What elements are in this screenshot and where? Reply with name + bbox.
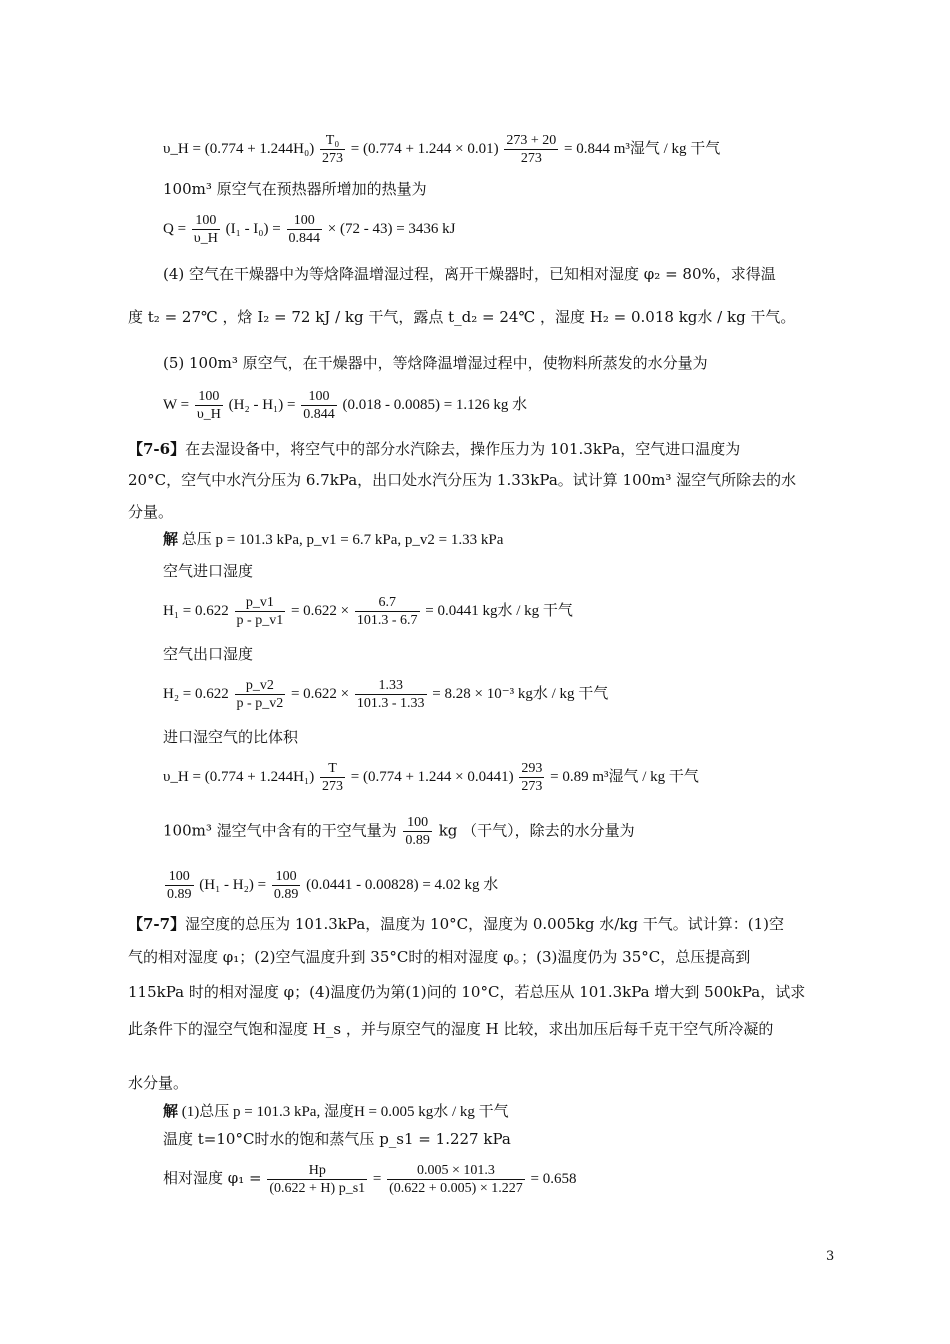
solution-line: 解 总压 p = 101.3 kPa, p_v1 = 6.7 kPa, p_v2 = 1.33 kPa xyxy=(163,530,504,548)
text-line: 温度 t=10°C时水的饱和蒸气压 p_s1 = 1.227 kPa xyxy=(163,1130,511,1148)
text-line: 空气出口湿度 xyxy=(163,645,254,663)
fraction: $\frac{100}{0.844}$ xyxy=(303,389,335,422)
problem-tag: 【7-6】 xyxy=(128,440,186,458)
text-line: 气的相对湿度 φ₁；(2)空气温度升到 35°C时的相对湿度 φ。；(3)温度仍为 35°C，总压提高到 xyxy=(128,948,751,966)
text-line: 此条件下的湿空气饱和湿度 H_s ，并与原空气的湿度 H 比较，求出加压后每千克干空气所冷凝的 xyxy=(128,1020,774,1038)
eq-specific-volume-2: υ_H = (0.774 + 1.244H₁) $\frac{T}{273}$ = (0.774 + 1.244 × 0.0441) $\frac{293}{273}$ = 0.89 m³湿气 / kg 干气 xyxy=(163,761,699,794)
fraction: $\frac{0.005 \times 101.3}{(0.622 + 0.005) \times 1.227}$ xyxy=(389,1163,523,1196)
text-line: 20°C，空气中水汽分压为 6.7kPa，出口处水汽分压为 1.33kPa。试计算 100m³ 湿空气所除去的水 xyxy=(128,471,797,489)
text-line: (4) 空气在干燥器中为等焓降温增湿过程，离开干燥器时，已知相对湿度 φ₂ = 80%，求得温 xyxy=(163,265,776,283)
eq-heat-q: Q = $\frac{100}{\upsilon\_H}$ (I₁ - I₀) = $\frac{100}{0.844}$ × (72 - 43) = 3436 kJ xyxy=(163,213,456,246)
text-line: 度 t₂ = 27℃ ，焓 I₂ = 72 kJ / kg 干气，露点 t_d₂ = 24℃ ，湿度 H₂ = 0.018 kg水 / kg 干气。 xyxy=(128,308,796,326)
eq-humidity-out: H₂ = 0.622 $\frac{p\_v2}{p - p\_v2}$ = 0.622 × $\frac{1.33}{101.3 - 1.33}$ = 8.28 × 10⁻³ kg水 / kg 干气 xyxy=(163,678,609,711)
fraction: $\frac{100}{0.89}$ xyxy=(273,869,299,902)
solution-line: 解 (1)总压 p = 101.3 kPa, 湿度H = 0.005 kg水 / kg 干气 xyxy=(163,1102,509,1120)
fraction: $\frac{1.33}{101.3 - 1.33}$ xyxy=(356,678,425,711)
fraction: $\frac{100}{0.89}$ xyxy=(405,815,430,848)
eq-relative-humidity: 相对湿度 φ₁ = $\frac{Hp}{(0.622 + H) p\_s1}$ = $\frac{0.005 \times 101.3}{(0.622 + 0.005) \times 1.227}$ = 0.658 xyxy=(163,1163,577,1196)
fraction: $\frac{100}{\upsilon\_H}$ xyxy=(193,213,218,246)
text-line: 进口湿空气的比体积 xyxy=(163,728,299,746)
fraction: $\frac{Hp}{(0.622 + H) p\_s1}$ xyxy=(269,1163,366,1196)
text-line: 100m³ 湿空气中含有的干空气量为 $\frac{100}{0.89}$ kg （干气），除去的水分量为 xyxy=(163,815,635,848)
fraction: $\frac{6.7}{101.3 - 6.7}$ xyxy=(356,595,418,628)
text-line: (5) 100m³ 原空气，在干燥器中，等焓降温增湿过程中，使物料所蒸发的水分量为 xyxy=(163,354,708,372)
eq-humidity-in: H₁ = 0.622 $\frac{p\_v1}{p - p\_v1}$ = 0.622 × $\frac{6.7}{101.3 - 6.7}$ = 0.0441 kg水 / kg 干气 xyxy=(163,595,573,628)
text-line: 115kPa 时的相对湿度 φ；(4)温度仍为第(1)问的 10°C，若总压从 101.3kPa 增大到 500kPa，试求 xyxy=(128,983,806,1001)
text-line: 分量。 xyxy=(128,503,174,521)
fraction: $\frac{293}{273}$ xyxy=(521,761,543,794)
problem-7-7: 【7-7】湿空度的总压为 101.3kPa，温度为 10°C，湿度为 0.005kg 水/kg 干气。试计算：(1)空 xyxy=(128,915,785,933)
fraction: $\frac{T}{273}$ xyxy=(321,761,343,794)
eq-specific-volume-1: υ_H = (0.774 + 1.244H₀) $\frac{\text{T₀}}{273}$ = (0.774 + 1.244 × 0.01) $\frac{273 + 20}{273}$ = 0.844 m³湿气 / kg 干气 xyxy=(163,133,721,166)
text-line: 100m³ 原空气在预热器所增加的热量为 xyxy=(163,180,427,198)
fraction: $\frac{p\_v2}{p - p\_v2}$ xyxy=(236,678,284,711)
solution-tag: 解 xyxy=(163,1102,179,1120)
text-line: 空气进口湿度 xyxy=(163,562,254,580)
solution-tag: 解 xyxy=(163,530,179,548)
fraction: $\frac{100}{0.844}$ xyxy=(288,213,320,246)
eq-water-removed: $\frac{100}{0.89}$ (H₁ - H₂) = $\frac{100}{0.89}$ (0.0441 - 0.00828) = 4.02 kg 水 xyxy=(167,869,499,902)
problem-tag: 【7-7】 xyxy=(128,915,186,933)
fraction: $\frac{\text{T₀}}{273}$ xyxy=(321,133,343,166)
fraction: $\frac{100}{\upsilon\_H}$ xyxy=(196,389,221,422)
fraction: $\frac{273 + 20}{273}$ xyxy=(506,133,557,166)
text-line: 水分量。 xyxy=(128,1074,189,1092)
eq-water-w: W = $\frac{100}{\upsilon\_H}$ (H₂ - H₁) = $\frac{100}{0.844}$ (0.018 - 0.0085) = 1.126 kg 水 xyxy=(163,389,528,422)
fraction: $\frac{p\_v1}{p - p\_v1}$ xyxy=(236,595,284,628)
fraction: $\frac{100}{0.89}$ xyxy=(167,869,192,902)
problem-7-6: 【7-6】在去湿设备中，将空气中的部分水汽除去，操作压力为 101.3kPa，空气进口温度为 xyxy=(128,440,741,458)
page-number: 3 xyxy=(826,1249,835,1264)
